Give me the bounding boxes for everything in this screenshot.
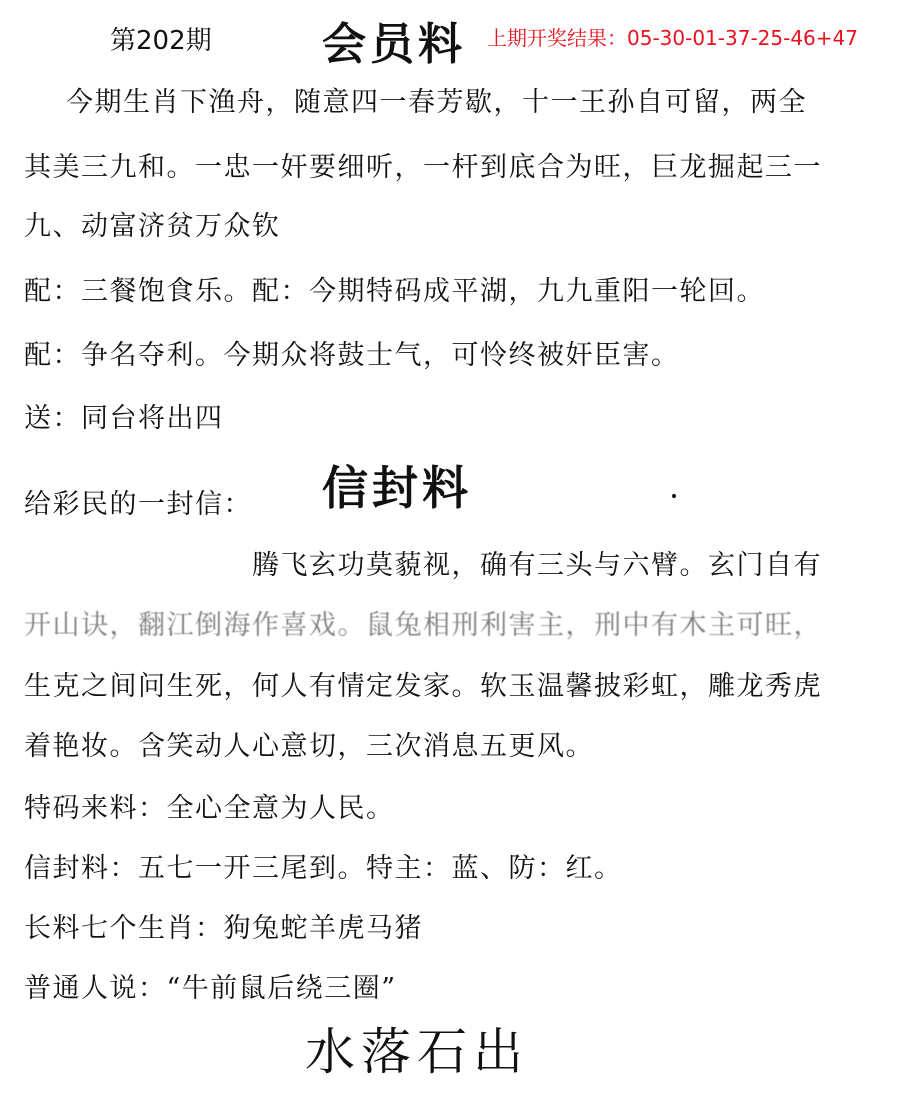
letter-material-line: 信封料：五七一开三尾到。特主：蓝、防：红。 (24, 853, 623, 884)
page-title: 会员料 (322, 19, 466, 70)
special-code-line: 特码来料：全心全意为人民。 (24, 793, 395, 824)
section-title: 信封料 (322, 461, 472, 515)
common-saying-line: 普通人说：“牛前鼠后绕三圈” (24, 973, 397, 1004)
letter-line: 开山诀，翻江倒海作喜戏。鼠兔相刑利害主，刑中有木主可旺， (24, 610, 822, 641)
closing-phrase: 水落石出 (305, 1023, 529, 1081)
last-draw-result: 上期开奖结果：05-30-01-37-25-46+47 (487, 26, 858, 50)
zodiac-line: 长料七个生肖：狗兔蛇羊虎马猪 (24, 913, 423, 944)
verse-line: 今期生肖下渔舟，随意四一春芳歇，十一王孙自可留，两全 (66, 87, 807, 118)
issue-number: 第202期 (110, 26, 212, 56)
verse-line: 其美三九和。一忠一奸要细听，一杆到底合为旺，巨龙掘起三一 (24, 152, 822, 183)
letter-line: 生克之间问生死，何人有情定发家。软玉温馨披彩虹，雕龙秀虎 (24, 671, 822, 702)
letter-line: 腾飞玄功莫藐视，确有三头与六臂。玄门自有 (252, 550, 822, 581)
letter-label: 给彩民的一封信： (24, 489, 252, 520)
pairing-line: 配：三餐饱食乐。配：今期特码成平湖，九九重阳一轮回。 (24, 276, 765, 307)
pairing-line: 配：争名夺利。今期众将鼓士气，可怜终被奸臣害。 (24, 340, 680, 371)
gift-line: 送：同台将出四 (24, 403, 224, 434)
ink-dot (672, 494, 676, 498)
letter-line: 着艳妆。含笑动人心意切，三次消息五更风。 (24, 731, 594, 762)
verse-line: 九、动富济贫万众钦 (24, 211, 281, 242)
